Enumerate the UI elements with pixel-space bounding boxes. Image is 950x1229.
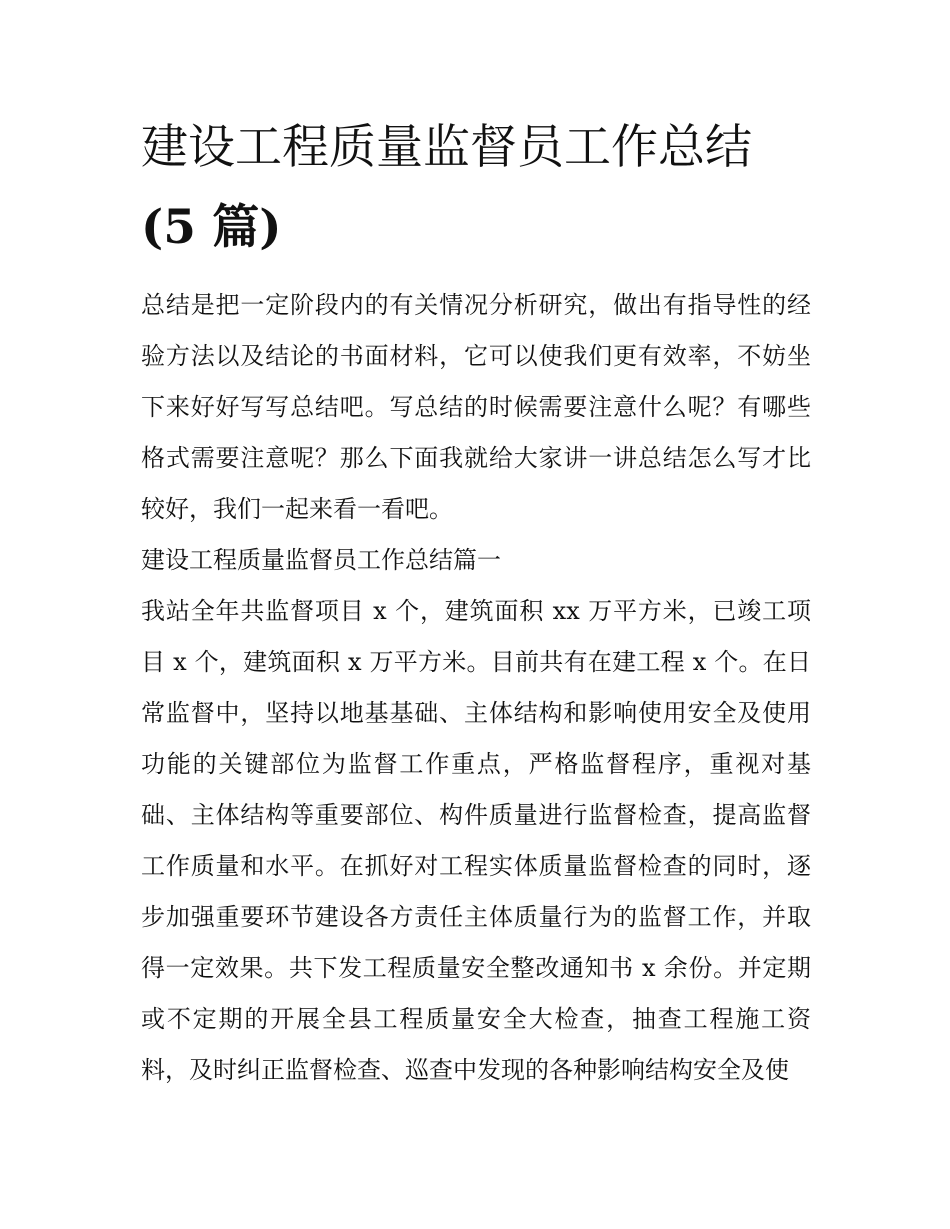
section-body-paragraph: 我站全年共监督项目 x 个，建筑面积 xx 万平方米，已竣工项目 x 个，建筑面积 x 万平方米。目前共有在建工程 x 个。在日常监督中，坚持以地基基础、主体结构和影响使用安全及使用功能的关键部位为监督工作重点，严格监督程序，重视对基础、主体结构等重要部位、构件质量进行监督检查，提高监督工作质量和水平。在抓好对工程实体质量监督检查的同时，逐步加强重要环节建设各方责任主体质量行为的监督工作，并取得一定效果。共下发工程质量安全整改通知书 x 余份。并定期或不定期的开展全县工程质量安全大检查，抽查工程施工资料，及时纠正监督检查、巡查中发现的各种影响结构安全及使 (141, 597, 811, 1084)
section-heading: 建设工程质量监督员工作总结篇一 (141, 546, 501, 574)
document-title (141, 108, 811, 268)
intro-paragraph: 总结是把一定阶段内的有关情况分析研究，做出有指导性的经验方法以及结论的书面材料，它可以使我们更有效率，不妨坐下来好好写写总结吧。写总结的时候需要注意什么呢？有哪些格式需要注意呢？那么下面我就给大家讲一讲总结怎么写才比较好，我们一起来看一看吧。 (141, 291, 811, 523)
title-line-1: 建设工程质量监督员工作总结 (141, 120, 752, 175)
title-line-2: (5 篇) (141, 200, 282, 255)
document-content (141, 108, 811, 1096)
